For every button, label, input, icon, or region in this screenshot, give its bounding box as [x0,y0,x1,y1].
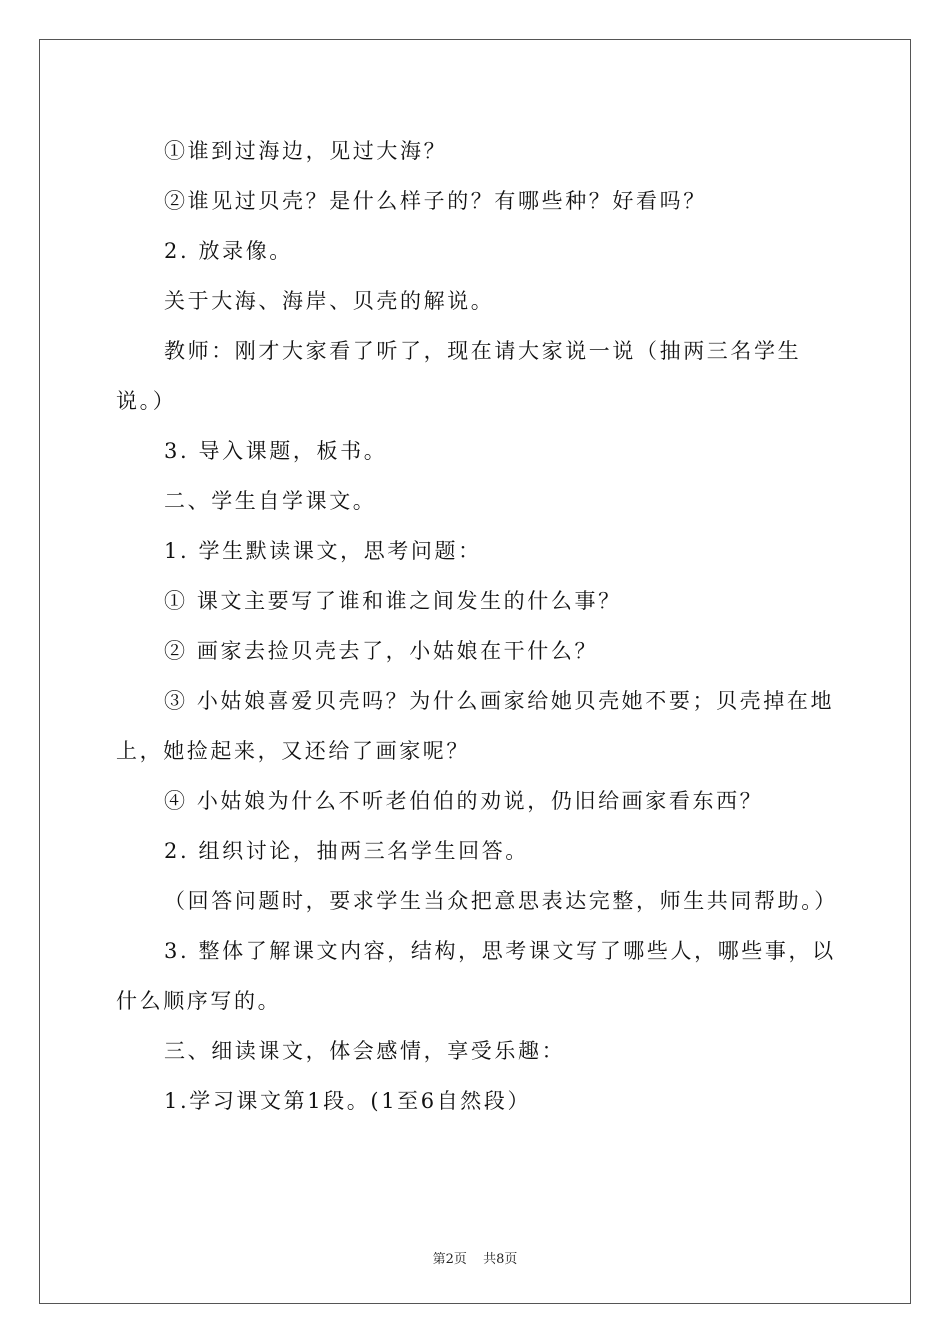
page-footer [0,1248,950,1267]
paragraph: ②谁见过贝壳？是什么样子的？有哪些种？好看吗？ [164,189,707,213]
page-total: 共8页 [483,1252,518,1267]
paragraph: 二、学生自学课文。 [164,489,377,513]
paragraph: 2. 组织讨论，抽两三名学生回答。 [164,839,529,863]
paragraph: 三、细读课文，体会感情，享受乐趣： [164,1039,566,1063]
paragraph: ③ 小姑娘喜爱贝壳吗？为什么画家给她贝壳她不要；贝壳掉在地上，她捡起来，又还给了画家呢？ [116,689,835,763]
paragraph: 2. 放录像。 [164,239,293,263]
paragraph: 1.学习课文第1段。(1至6自然段） [164,1089,532,1113]
paragraph: ④ 小姑娘为什么不听老伯伯的劝说，仍旧给画家看东西？ [164,789,764,813]
paragraph: 3. 整体了解课文内容，结构，思考课文写了哪些人，哪些事，以什么顺序写的。 [116,939,836,1013]
paragraph: 关于大海、海岸、贝壳的解说。 [164,289,495,313]
document-body [116,126,836,1126]
paragraph: ② 画家去捡贝壳去了，小姑娘在干什么？ [164,639,599,663]
paragraph: 3. 导入课题，板书。 [164,439,388,463]
paragraph: ① 课文主要写了谁和谁之间发生的什么事？ [164,589,622,613]
paragraph: （回答问题时，要求学生当众把意思表达完整，师生共同帮助。） [164,889,838,913]
paragraph: 1. 学生默读课文，思考问题： [164,539,482,563]
paragraph: 教师：刚才大家看了听了，现在请大家说一说（抽两三名学生说。） [116,339,802,413]
page-number: 第2页 [432,1252,467,1267]
paragraph: ①谁到过海边，见过大海？ [164,139,448,163]
